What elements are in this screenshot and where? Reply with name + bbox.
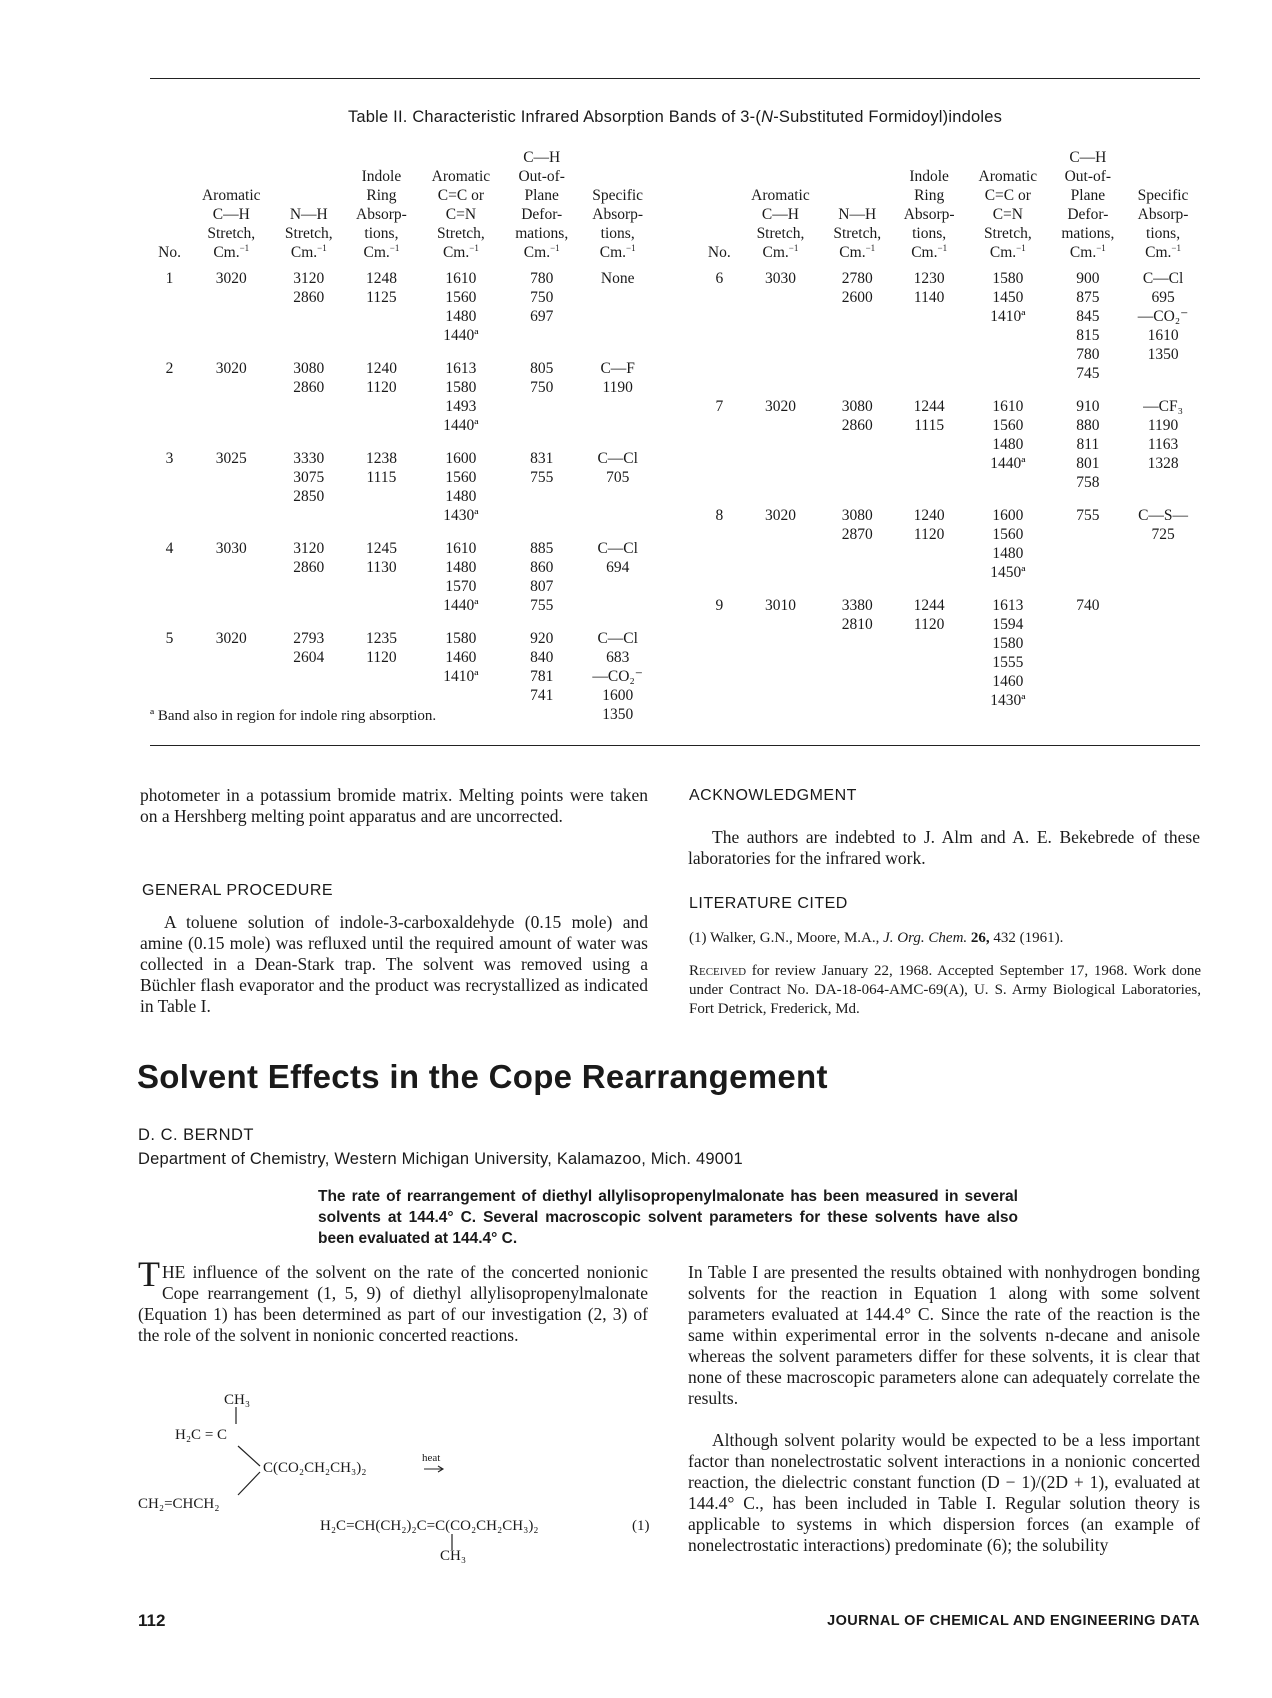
ir-table-right-body	[700, 266, 1200, 716]
table-row	[150, 441, 655, 531]
table-header-row	[150, 148, 655, 266]
cell-arom-cc: 1600 1560 1480 1430ª	[443, 450, 479, 524]
scheme-product: H₂C=CH(CH₂)₂C=C(CO₂CH₂CH₃)₂	[320, 1518, 539, 1534]
cell-indole: 1248 1125	[365, 270, 397, 306]
results-paragraph-2: Although solvent polarity would be expected to be a less important factor than nonelectrostatic solvent interactions in a nonionic concerted reaction, the dielectric constant function (D − 1)/(2D + 1), evaluated at 144.4° C., has been included in Table I. Regular solution theory is applicable to systems in which dispersion forces (an example of nonelectrostatic interactions) predominate (6); the solubility	[688, 1430, 1200, 1555]
column-header-aromatic-ch: Aromatic C—H Stretch, Cm.$^{-1}$	[201, 187, 261, 261]
column-header-nh: N—H Stretch, Cm.$^{-1}$	[833, 206, 882, 261]
column-header-ch-oop: C—H Out-of- Plane Defor- mations, Cm.$^{-1}$	[1061, 149, 1115, 261]
cell-specific: C—Cl 683 —CO₂⁻ 1600 1350	[592, 630, 643, 723]
cell-nh: 3380 2810	[841, 597, 873, 633]
cell-nh: 3080 2860	[841, 398, 873, 434]
cell-no: 7	[715, 398, 724, 415]
cell-arom-cc: 1580 1450 1410ª	[990, 270, 1026, 325]
cell-arom-cc: 1610 1560 1480 1440ª	[990, 398, 1026, 472]
cell-specific: —CF₃ 1190 1163 1328	[1143, 398, 1183, 472]
literature-cited-heading: LITERATURE CITED	[689, 895, 848, 912]
cell-no: 1	[165, 270, 174, 287]
column-header-indole: Indole Ring Absorp- tions, Cm.$^{-1}$	[903, 168, 955, 261]
cell-specific: C—Cl 695 —CO₂⁻ 1610 1350	[1137, 270, 1189, 363]
column-header-aromatic-cc: Aromatic C=C or C=N Stretch, Cm.$^{-1}$	[978, 168, 1038, 261]
table-row	[700, 389, 1200, 498]
scheme-heat-label: heat	[422, 1452, 441, 1464]
cell-no: 3	[165, 450, 174, 467]
cell-arom-cc: 1613 1594 1580 1555 1460 1430ª	[990, 597, 1026, 709]
cell-nh: 3080 2870	[841, 507, 873, 543]
cell-arom-ch: 3030	[764, 270, 796, 287]
received-note: Received for review January 22, 1968. Accepted September 17, 1968. Work done under Contract No. DA-18-064-AMC-69(A), U. S. Army Biological Laboratories, Fort Detrick, Frederick, Md.	[689, 963, 1201, 1017]
table-row	[700, 498, 1200, 588]
cell-arom-cc: 1613 1580 1493 1440ª	[443, 360, 479, 434]
column-header-specific: Specific Absorp- tions, Cm.$^{-1}$	[1137, 187, 1189, 261]
cell-arom-cc: 1610 1560 1480 1440ª	[443, 270, 479, 344]
ir-table-right-header	[700, 148, 1200, 266]
cell-arom-cc: 1610 1480 1570 1440ª	[443, 540, 479, 614]
ir-table-left-body	[150, 266, 655, 730]
cell-arom-ch: 3010	[764, 597, 796, 614]
cell-indole: 1244 1120	[913, 597, 945, 633]
cell-nh: 3330 3075 2850	[293, 450, 325, 505]
cell-arom-ch: 3020	[215, 270, 247, 287]
cell-arom-ch: 3025	[215, 450, 247, 467]
column-header-aromatic-cc: Aromatic C=C or C=N Stretch, Cm.$^{-1}$	[431, 168, 491, 261]
table-bottom-rule	[150, 745, 1200, 746]
drop-cap: T	[138, 1254, 160, 1294]
intro-paragraph: THE influence of the solvent on the rate of the concerted nonionic Cope rearrangement (1, 5, 9) of diethyl allylisopropenylmalonate (Equation 1) has been determined as part of our investigation (2, 3) of the role of the solvent in nonionic concerted reactions.	[138, 1254, 648, 1345]
cell-indole: 1240 1120	[913, 507, 945, 543]
cell-nh: 3120 2860	[293, 270, 325, 306]
procedure-paragraph: A toluene solution of indole-3-carboxaldehyde (0.15 mole) and amine (0.15 mole) was refluxed until the required amount of water was collected in a Dean-Stark trap. The solvent was removed using a Büchler flash evaporator and the product was recrystallized as indicated in Table I.	[140, 912, 648, 1016]
cell-specific: C—F 1190	[600, 360, 635, 396]
column-header-no: No.	[158, 244, 181, 261]
scheme-bonds	[138, 1392, 658, 1562]
column-header-specific: Specific Absorp- tions, Cm.$^{-1}$	[592, 187, 644, 261]
table-row	[150, 531, 655, 621]
column-header-no: No.	[707, 244, 731, 261]
page-number: 112	[138, 1611, 166, 1630]
cell-arom-cc: 1580 1460 1410ª	[443, 630, 479, 685]
cell-no: 5	[165, 630, 174, 647]
cell-indole: 1245 1130	[365, 540, 397, 576]
cell-arom-ch: 3020	[215, 360, 247, 377]
table-footnote: ª Band also in region for indole ring absorption.	[150, 708, 437, 724]
cell-specific	[1126, 588, 1200, 716]
cell-specific: C—Cl 694	[597, 540, 638, 576]
ir-table-right	[700, 148, 1200, 716]
reference-1: (1) Walker, G.N., Moore, M.A., J. Org. Chem. 26, 432 (1961).	[689, 930, 1064, 946]
cell-arom-cc: 1600 1560 1480 1450ª	[990, 507, 1026, 581]
cell-indole: 1240 1120	[365, 360, 397, 396]
cell-no: 9	[715, 597, 724, 614]
table-row	[150, 351, 655, 441]
cell-indole: 1244 1115	[913, 398, 945, 434]
cell-indole: 1238 1115	[365, 450, 397, 486]
cell-oop: 755	[1076, 507, 1100, 524]
cell-oop: 831 755	[530, 450, 554, 486]
table-row	[700, 588, 1200, 716]
scheme-malonate-carbon: C(CO₂CH₂CH₃)₂	[263, 1460, 367, 1476]
cell-arom-ch: 3030	[215, 540, 247, 557]
cell-oop: 910 880 811 801 758	[1076, 398, 1100, 491]
cell-oop: 885 860 807 755	[530, 540, 554, 614]
cell-nh: 3080 2860	[293, 360, 325, 396]
table-row	[150, 266, 655, 351]
photometer-paragraph: photometer in a potassium bromide matrix. Melting points were taken on a Hershberg melting point apparatus and are uncorrected.	[140, 785, 648, 826]
article-title: Solvent Effects in the Cope Rearrangement	[137, 1058, 828, 1095]
table-header-row	[700, 148, 1200, 266]
scheme-allyl-group: CH₂=CHCH₂	[138, 1496, 220, 1512]
cell-specific: None	[600, 270, 635, 287]
column-header-ch-oop: C—H Out-of- Plane Defor- mations, Cm.$^{-1}$	[515, 149, 569, 261]
cell-indole: 1230 1140	[913, 270, 945, 306]
cell-no: 4	[165, 540, 174, 557]
results-paragraph-1: In Table I are presented the results obtained with nonhydrogen bonding solvents for the reaction in Equation 1 along with some solvent parameters evaluated at 144.4° C. Since the rate of the reaction is the same within experimental error in the solvents n-decane and anisole whereas the solvent parameters differ for these solvents, it is clear that none of these macroscopic parameters alone can adequately correlate the results.	[688, 1262, 1200, 1408]
table-caption: Table II. Characteristic Infrared Absorption Bands of 3-(N-Substituted Formidoyl)indoles	[347, 108, 1003, 126]
cell-nh: 2780 2600	[841, 270, 873, 306]
cell-oop: 780 750 697	[530, 270, 554, 325]
cell-arom-ch: 3020	[764, 507, 796, 524]
table-top-rule	[150, 78, 1200, 79]
article-author: D. C. BERNDT	[138, 1126, 255, 1144]
cell-specific: C—S— 725	[1138, 507, 1189, 543]
cell-oop: 920 840 781 741	[530, 630, 554, 704]
cell-oop: 900 875 845 815 780 745	[1076, 270, 1100, 382]
acknowledgment-paragraph: The authors are indebted to J. Alm and A. E. Bekebrede of these laboratories for the infrared work.	[688, 827, 1200, 868]
cell-specific: C—Cl 705	[597, 450, 638, 486]
cell-no: 2	[165, 360, 174, 377]
general-procedure-heading: GENERAL PROCEDURE	[142, 882, 334, 899]
scheme-ch3-bottom: CH₃	[440, 1548, 467, 1564]
equation-number: (1)	[632, 1518, 650, 1534]
table-row	[700, 266, 1200, 389]
column-header-indole: Indole Ring Absorp- tions, Cm.$^{-1}$	[356, 168, 407, 261]
journal-name: JOURNAL OF CHEMICAL AND ENGINEERING DATA	[827, 1613, 1200, 1629]
article-abstract: The rate of rearrangement of diethyl allylisopropenylmalonate has been measured in several solvents at 144.4° C. Several macroscopic solvent parameters for these solvents have also been evaluated at 144.4° C.	[318, 1188, 1018, 1247]
ir-table-left-header	[150, 148, 655, 266]
cell-arom-ch: 3020	[764, 398, 796, 415]
article-affiliation: Department of Chemistry, Western Michigan University, Kalamazoo, Mich. 49001	[138, 1150, 743, 1168]
cell-no: 6	[715, 270, 724, 287]
scheme-methylene-alkene: H₂C = C	[175, 1427, 228, 1443]
cell-oop: 740	[1076, 597, 1100, 614]
equation-1-scheme	[138, 1392, 658, 1562]
ir-table-left	[150, 148, 655, 730]
cell-indole: 1235 1120	[365, 630, 397, 666]
column-header-aromatic-ch: Aromatic C—H Stretch, Cm.$^{-1}$	[751, 187, 810, 261]
acknowledgment-heading: ACKNOWLEDGMENT	[689, 787, 857, 804]
cell-nh: 3120 2860	[293, 540, 325, 576]
cell-oop: 805 750	[530, 360, 554, 396]
cell-nh: 2793 2604	[293, 630, 325, 666]
cell-arom-ch: 3020	[215, 630, 247, 647]
scheme-ch3-top: CH₃	[224, 1392, 251, 1408]
column-header-nh: N—H Stretch, Cm.$^{-1}$	[284, 206, 333, 261]
cell-no: 8	[715, 507, 724, 524]
